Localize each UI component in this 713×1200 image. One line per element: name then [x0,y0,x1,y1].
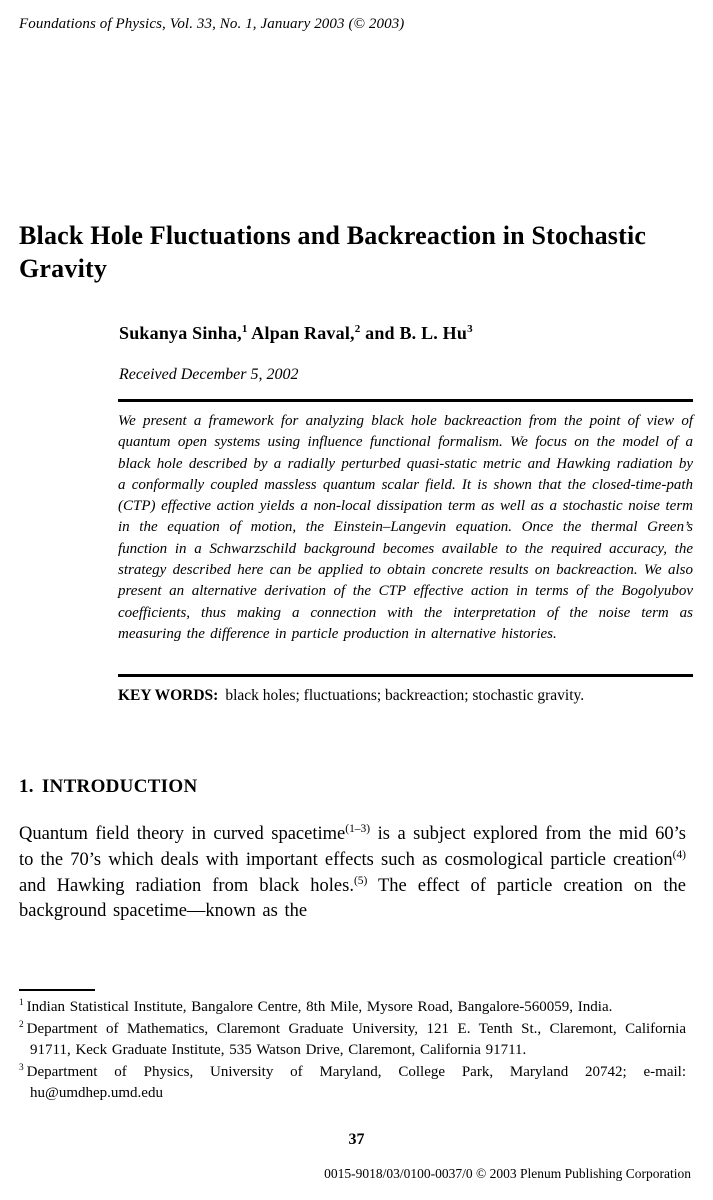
author-name: and B. L. Hu [360,323,468,343]
footnote [19,1019,686,1062]
footnote-text: Department of Physics, University of Maryland, College Park, Maryland 20742; e-mail: hu@umdhep.umd.edu [26,1063,686,1101]
keywords-line [118,687,693,705]
reference-marker: (5) [353,874,368,887]
keywords-top-rule [118,674,693,677]
section-heading [19,776,197,798]
paragraph-text: The effect of particle creation on the background spacetime—known as the [19,875,687,922]
intro-paragraph [19,822,686,925]
footnote-text: Department of Mathematics, Claremont Graduate University, 121 E. Tenth St., Claremont, California 91711, Keck Graduate Institute, 535 Watson Drive, Claremont, California 91711. [26,1020,686,1058]
authors-line [119,323,473,344]
footnote [19,1062,686,1105]
paragraph-text: is a subject explored from the mid 60’s to the 70’s which deals with important effects such as cosmological particle creation [19,824,687,870]
footnote-marker: 1 [19,998,24,1008]
page-number: 37 [348,1131,365,1148]
abstract-text: We present a framework for analyzing black hole backreaction from the point of view of quantum open systems using influence functional formalism. We focus on the model of a black hole described by a radially perturbed quasi-static metric and Hawking radiation by a conformally coupled massless quantum scalar field. It is shown that the closed-time-path (CTP) effective action yields a non-local dissipation term as well as a stochastic noise term in the equation of motion, the Einstein–Langevin equation. Once the thermal Green’s function in a Schwarzschild background becomes available to the required accuracy, the strategy described here can be applied to obtain concrete results on backreaction. We also present an alternative derivation of the CTP effective action in terms of the Bogolyubov coefficients, thus making a connection with the interpretation of the noise term as measuring the difference in particle production in alternative histories. [118,413,693,642]
footnote [19,997,686,1019]
abstract-top-rule [118,399,693,402]
keywords-text: black holes; fluctuations; backreaction; stochastic gravity. [225,687,585,704]
keywords-label: KEY WORDS: [118,687,219,704]
author-footnote-marker: 2 [354,323,361,335]
reference-marker: (1–3) [345,822,371,835]
footnote-marker: 3 [19,1062,24,1073]
author-footnote-marker: 1 [241,323,248,335]
author-name: Sukanya Sinha, [119,323,242,343]
journal-header: Foundations of Physics, Vol. 33, No. 1, January 2003 (© 2003) [19,16,405,32]
author-name: Alpan Raval, [247,323,355,343]
footnotes [19,997,686,1105]
reference-marker: (4) [672,848,686,861]
paper-title: Black Hole Fluctuations and Backreaction in Stochastic Gravity [19,221,647,283]
footnote-marker: 2 [19,1019,24,1030]
footnote-text: Indian Statistical Institute, Bangalore Centre, 8th Mile, Mysore Road, Bangalore-560059, India. [26,999,613,1015]
section-title: INTRODUCTION [41,776,198,797]
section-number: 1. [19,776,34,797]
publisher-copyright-line: 0015-9018/03/0100-0037/0 © 2003 Plenum Publishing Corporation [324,1166,691,1181]
author-footnote-marker: 3 [467,323,473,335]
received-date: Received December 5, 2002 [119,366,299,383]
footnote-divider [19,989,95,991]
paragraph-text: and Hawking radiation from black holes. [19,875,354,896]
paragraph-text: Quantum field theory in curved spacetime [19,824,346,844]
